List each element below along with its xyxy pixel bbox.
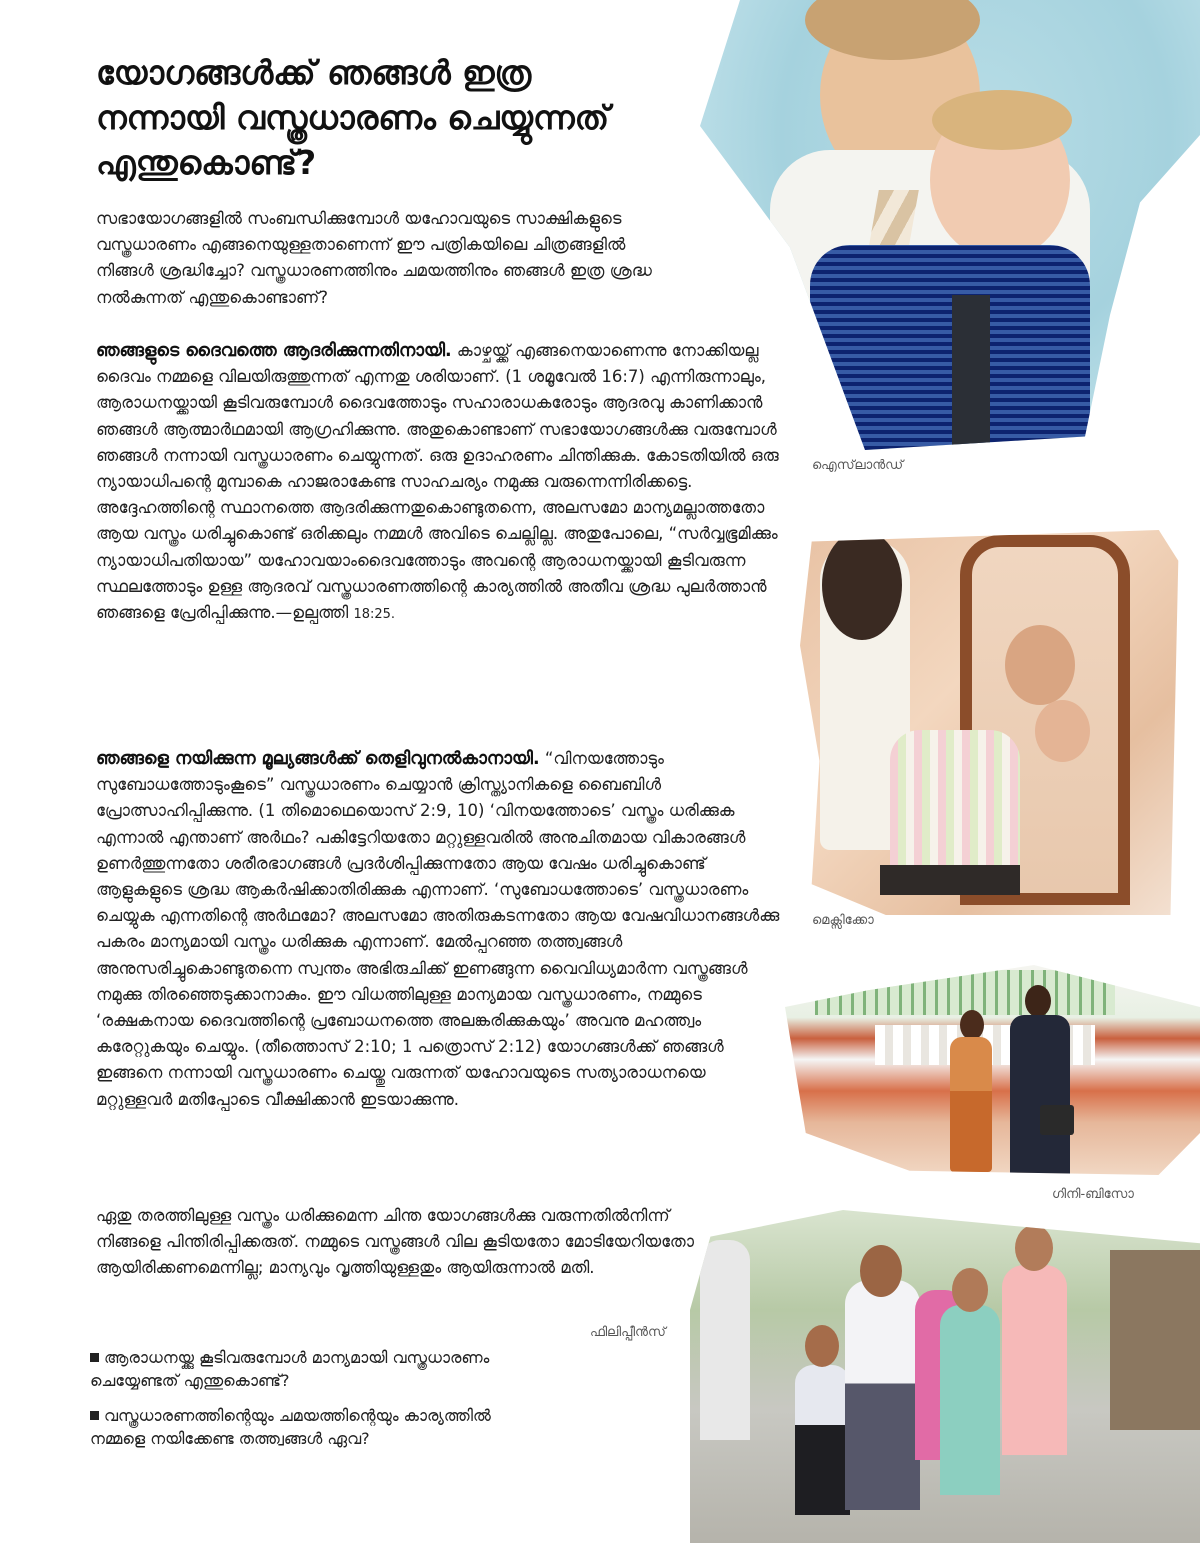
teen-pink-dress: [1002, 1265, 1067, 1455]
father: [845, 1280, 920, 1510]
square-bullet-icon: [90, 1353, 99, 1362]
mirror-girl-face: [1035, 700, 1090, 762]
photo-caption: ഫിലിപ്പീൻസ്: [590, 1325, 666, 1340]
photo-mexico: [800, 530, 1190, 915]
teen-head: [1015, 1225, 1053, 1271]
page-title: യോഗങ്ങൾക്ക് ഞങ്ങൾ ഇത്ര നന്നായി വസ്ത്രധാരണം ചെയ്യുന്നത് എന്തുകൊണ്ട്?: [96, 53, 610, 182]
bench: [880, 865, 1020, 895]
photo-caption: മെക്സിക്കോ: [812, 913, 874, 928]
man-dark-suit: [1010, 1015, 1070, 1175]
section-heading: ഞങ്ങളുടെ ദൈവത്തെ ആദരിക്കുന്നതിനായി.: [96, 341, 452, 361]
photo-caption: ഐസ്‌ലാൻഡ്: [812, 458, 904, 473]
scripture-reference: 18:25.: [353, 607, 396, 623]
section-values: [96, 746, 786, 1113]
review-question: വസ്ത്രധാരണത്തിന്റെയും ചമയത്തിന്റെയും കാര്യത്തിൽ നമ്മളെ നയിക്കേണ്ട തത്ത്വങ്ങൾ ഏവ?: [90, 1406, 491, 1448]
review-questions: [90, 1346, 530, 1462]
girl-head: [952, 1268, 988, 1312]
father-head: [860, 1245, 902, 1297]
man-head: [1025, 985, 1051, 1017]
section-heading: ഞങ്ങളെ നയിക്കുന്ന മൂല്യങ്ങൾക്ക് തെളിവുനൽകാനായി.: [96, 749, 540, 769]
square-bullet-icon: [90, 1411, 99, 1420]
briefcase: [1040, 1105, 1074, 1135]
boy-head: [805, 1325, 839, 1367]
mirror-woman-face: [1005, 625, 1075, 705]
woman-head: [960, 1010, 984, 1040]
closing-paragraph: ഏതു തരത്തിലുള്ള വസ്ത്രം ധരിക്കുമെന്ന ചിന്ത യോഗങ്ങൾക്കു വരുന്നതിൽനിന്ന് നിങ്ങളെ പിന്തിരിപ്പിക്കരുത്. നമ്മുടെ വസ്ത്രങ്ങൾ വില കൂടിയതോ മോടിയേറിയതോ ആയിരിക്കണമെന്നില്ല; മാന്യവും വൃത്തിയുള്ളതും ആയിരുന്നാൽ മതി.: [96, 1206, 694, 1278]
woman-orange-dress: [950, 1037, 992, 1172]
boy-hair: [932, 90, 1072, 150]
green-railing: [815, 970, 1115, 1015]
boy-checked-shirt: [810, 245, 1090, 450]
photo-guinea-bissau: [785, 965, 1200, 1175]
section-text: “വിനയത്തോടും സുബോധത്തോടുംകൂടെ” വസ്ത്രധാരണം ചെയ്യാൻ ക്രിസ്ത്യാനികളെ ബൈബിൾ പ്രോത്സാഹിപ്പിക്കുന്നു. (1 തിമൊഥെയൊസ് 2:9, 10) ‘വിനയത്തോടെ’ വസ്ത്രം ധരിക്കുക എന്നാൽ എന്താണ് അർഥം? പകിട്ടേറിയതോ മറ്റുള്ളവരിൽ അനുചിതമായ വികാരങ്ങൾ ഉണർത്തുന്നതോ ശരീരഭാഗങ്ങൾ പ്രദർശിപ്പിക്കുന്നതോ ആയ വേഷം ധരിച്ചുകൊണ്ട് ആളുകളുടെ ശ്രദ്ധ ആകർഷിക്കാതിരിക്കുക എന്നാണ്. ‘സുബോധത്തോടെ’ വസ്ത്രധാരണം ചെയ്യുക എന്നതിന്റെ അർഥമോ? അലസമോ അതിരുകടന്നതോ ആയ വേഷവിധാനങ്ങൾക്കു പകരം മാന്യമായി വസ്ത്രം ധരിക്കുക എന്നാണ്. മേൽപ്പറഞ്ഞ തത്ത്വങ്ങൾ അനുസരിച്ചുകൊണ്ടുതന്നെ സ്വന്തം അഭിരുചിക്ക് ഇണങ്ങുന്ന വൈവിധ്യമാർന്ന വസ്ത്രങ്ങൾ നമുക്കു തിരഞ്ഞെടുക്കാനാകും. ഈ വിധത്തിലുള്ള മാന്യമായ വസ്ത്രധാരണം, നമ്മുടെ ‘രക്ഷകനായ ദൈവത്തിന്റെ പ്രബോധനത്തെ അലങ്കരിക്കുകയും’ അവനു മഹത്ത്വം കരേറ്റുകയും ചെയ്യും. (തീത്തൊസ് 2:10; 1 പത്രൊസ് 2:12) യോഗങ്ങൾക്ക് ഞങ്ങൾ ഇങ്ങനെ നന്നായി വസ്ത്രധാരണം ചെയ്തു വരുന്നത് യഹോവയുടെ സത്യാരാധനയെ മറ്റുള്ളവർ മതിപ്പോടെ വീക്ഷിക്കാൻ ഇടയാക്കുന്നു.: [96, 749, 780, 1109]
photo-philippines: [690, 1210, 1200, 1543]
photo-caption: ഗിനി-ബിസോ: [1052, 1187, 1134, 1202]
woman-hair: [822, 530, 902, 640]
section-text: കാഴ്ചയ്ക്ക് എങ്ങനെയാണെന്നു നോക്കിയല്ല ദൈവം നമ്മളെ വിലയിരുത്തുന്നത് എന്നതു ശരിയാണ്. (1 ശമൂവേൽ 16:7) എന്നിരുന്നാലും, ആരാധനയ്ക്കായി കൂടിവരുമ്പോൾ ദൈവത്തോടും സഹാരാധകരോടും ആദരവു കാണിക്കാൻ ഞങ്ങൾ ആത്മാർഥമായി ആഗ്രഹിക്കുന്നു. അതുകൊണ്ടാണ് സഭായോഗങ്ങൾക്കു വരുമ്പോൾ ഞങ്ങൾ നന്നായി വസ്ത്രധാരണം ചെയ്യുന്നത്. ഒരു ഉദാഹരണം ചിന്തിക്കുക. കോടതിയിൽ ഒരു ന്യായാധിപന്റെ മുമ്പാകെ ഹാജരാകേണ്ട സാഹചര്യം നമുക്കു വരുന്നെന്നിരിക്കട്ടെ. അദ്ദേഹത്തിന്റെ സ്ഥാനത്തെ ആദരിക്കുന്നതുകൊണ്ടുതന്നെ, അലസമോ മാന്യമല്ലാത്തതോ ആയ വസ്ത്രം ധരിച്ചുകൊണ്ട് ഒരിക്കലും നമ്മൾ അവിടെ ചെല്ലില്ല. അതുപോലെ, “സർവ്വഭൂമിക്കും ന്യായാധിപതിയായ” യഹോവയാംദൈവത്തോടും അവന്റെ ആരാധനയ്ക്കായി കൂടിവരുന്ന സ്ഥലത്തോടും ഉള്ള ആദരവ് വസ്ത്രധാരണത്തിന്റെ കാര്യത്തിൽ അതീവ ശ്രദ്ധ പുലർത്താൻ ഞങ്ങളെ പ്രേരിപ്പിക്കുന്നു.—ഉല്പത്തി: [96, 341, 779, 623]
girl-teal-dress: [940, 1305, 1000, 1495]
review-question: ആരാധനയ്ക്കു കൂടിവരുമ്പോൾ മാന്യമായി വസ്ത്രധാരണം ചെയ്യേണ്ടത് എന്തുകൊണ്ട്?: [90, 1348, 490, 1390]
boy-in-suit: [795, 1365, 850, 1515]
wooden-door: [1110, 1250, 1200, 1430]
section-honor-god: [96, 338, 786, 628]
intro-paragraph: സഭായോഗങ്ങളിൽ സംബന്ധിക്കുമ്പോൾ യഹോവയുടെ സാക്ഷികളുടെ വസ്ത്രധാരണം എങ്ങനെയുള്ളതാണെന്ന് ഈ പത്രികയിലെ ചിത്രങ്ങളിൽ നിങ്ങൾ ശ്രദ്ധിച്ചോ? വസ്ത്രധാരണത്തിനും ചമയത്തിനും ഞങ്ങൾ ഇത്ര ശ്രദ്ധ നൽകുന്നത് എന്തുകൊണ്ടാണ്?: [96, 209, 652, 307]
boy-tie: [952, 295, 990, 445]
bystander: [700, 1240, 750, 1440]
